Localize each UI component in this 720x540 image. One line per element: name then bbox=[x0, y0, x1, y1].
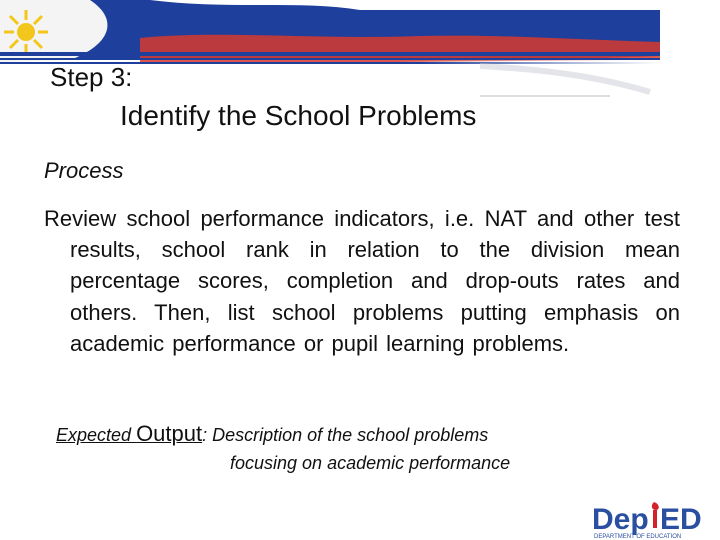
process-body-text: Review school performance indicators, i.e. NAT and other test results, school rank in relation to the division mean percentage scores, completion and drop-outs rates and others. Then, list school problems putting emphasis on academic performance or pupil learning problems. bbox=[44, 206, 680, 356]
torch-icon bbox=[652, 502, 659, 528]
expected-text-line1: : Description of the school problems bbox=[202, 425, 489, 445]
expected-label-word: Expected bbox=[56, 425, 137, 445]
output-label-word: Output bbox=[136, 421, 203, 446]
process-heading: Process bbox=[44, 158, 124, 183]
expected-label bbox=[56, 421, 203, 446]
expected-output bbox=[56, 421, 488, 447]
logo-ed-text: ED bbox=[660, 503, 702, 536]
logo-subtext: DEPARTMENT OF EDUCATION bbox=[594, 534, 682, 540]
slide-title-main: Identify the School Problems bbox=[120, 100, 477, 131]
logo-dep-text: Dep bbox=[592, 503, 649, 536]
expected-text-line2: focusing on academic performance bbox=[230, 453, 511, 473]
sun-icon bbox=[4, 10, 48, 54]
slide-title-step: Step 3: bbox=[50, 62, 133, 92]
deped-logo bbox=[590, 498, 720, 540]
